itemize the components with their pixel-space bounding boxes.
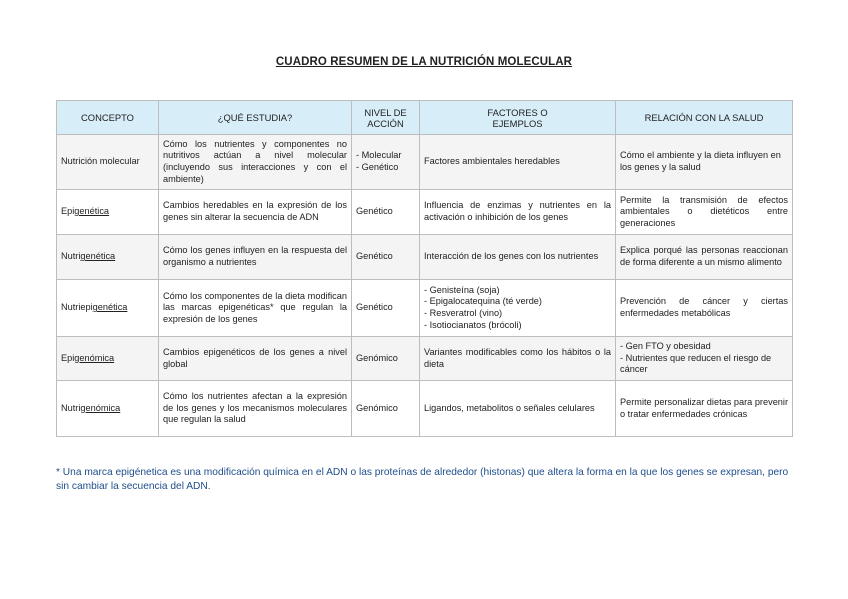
health-cell: Prevención de cáncer y ciertas enfermedades metabólicas xyxy=(616,280,793,337)
concept-cell: Epigenómica xyxy=(57,337,159,381)
factors-cell: Interacción de los genes con los nutrientes xyxy=(420,235,616,280)
concept-cell: Epigenética xyxy=(57,190,159,235)
studies-cell: Cómo los genes influyen en la respuesta del organismo a nutrientes xyxy=(159,235,352,280)
health-cell: Explica porqué las personas reaccionan de forma diferente a un mismo alimento xyxy=(616,235,793,280)
concept-cell: Nutrigenómica xyxy=(57,381,159,437)
concept-cell: Nutriepigenética xyxy=(57,280,159,337)
level-cell: - Molecular - Genético xyxy=(352,135,420,190)
table-row xyxy=(57,190,793,235)
studies-cell: Cambios epigenéticos de los genes a nivel global xyxy=(159,337,352,381)
table-row xyxy=(57,381,793,437)
studies-cell: Cambios heredables en la expresión de los genes sin alterar la secuencia de ADN xyxy=(159,190,352,235)
factors-cell: - Genisteína (soja) - Epigalocatequina (té verde) - Resveratrol (vino) - Isotiocianatos (brócoli) xyxy=(420,280,616,337)
health-cell: Cómo el ambiente y la dieta influyen en los genes y la salud xyxy=(616,135,793,190)
factors-cell: Ligandos, metabolitos o señales celulares xyxy=(420,381,616,437)
health-cell: - Gen FTO y obesidad - Nutrientes que reducen el riesgo de cáncer xyxy=(616,337,793,381)
header-relacion: RELACIÓN CON LA SALUD xyxy=(616,101,793,135)
header-concepto: CONCEPTO xyxy=(57,101,159,135)
level-cell: Genómico xyxy=(352,337,420,381)
header-nivel: NIVEL DE ACCIÓN xyxy=(352,101,420,135)
studies-cell: Cómo los componentes de la dieta modifican las marcas epigenéticas* que regulan la expresión de los genes xyxy=(159,280,352,337)
concept-cell: Nutrición molecular xyxy=(57,135,159,190)
header-row xyxy=(57,101,793,135)
header-que-estudia: ¿QUÉ ESTUDIA? xyxy=(159,101,352,135)
page-title: CUADRO RESUMEN DE LA NUTRICIÓN MOLECULAR xyxy=(275,56,573,68)
studies-cell: Cómo los nutrientes afectan a la expresión de los genes y los mecanismos moleculares que regulan la salud xyxy=(159,381,352,437)
table-row xyxy=(57,135,793,190)
level-cell: Genómico xyxy=(352,381,420,437)
summary-table xyxy=(56,100,793,437)
level-cell: Genético xyxy=(352,235,420,280)
footnote: * Una marca epigénetica es una modificación química en el ADN o las proteínas de alrededor (histonas) que altera la forma en la que los genes se expresan, pero sin cambiar la secuencia del ADN. xyxy=(56,467,789,492)
level-cell: Genético xyxy=(352,190,420,235)
factors-cell: Variantes modificables como los hábitos o la dieta xyxy=(420,337,616,381)
health-cell: Permite la transmisión de efectos ambientales o dietéticos entre generaciones xyxy=(616,190,793,235)
factors-cell: Influencia de enzimas y nutrientes en la activación o inhibición de los genes xyxy=(420,190,616,235)
concept-cell: Nutrigenética xyxy=(57,235,159,280)
level-cell: Genético xyxy=(352,280,420,337)
table-row xyxy=(57,280,793,337)
studies-cell: Cómo los nutrientes y componentes no nutritivos actúan a nivel molecular (incluyendo sus interacciones y con el ambiente) xyxy=(159,135,352,190)
table-row xyxy=(57,235,793,280)
table-row xyxy=(57,337,793,381)
health-cell: Permite personalizar dietas para prevenir o tratar enfermedades crónicas xyxy=(616,381,793,437)
factors-cell: Factores ambientales heredables xyxy=(420,135,616,190)
header-factores: FACTORES O EJEMPLOS xyxy=(420,101,616,135)
